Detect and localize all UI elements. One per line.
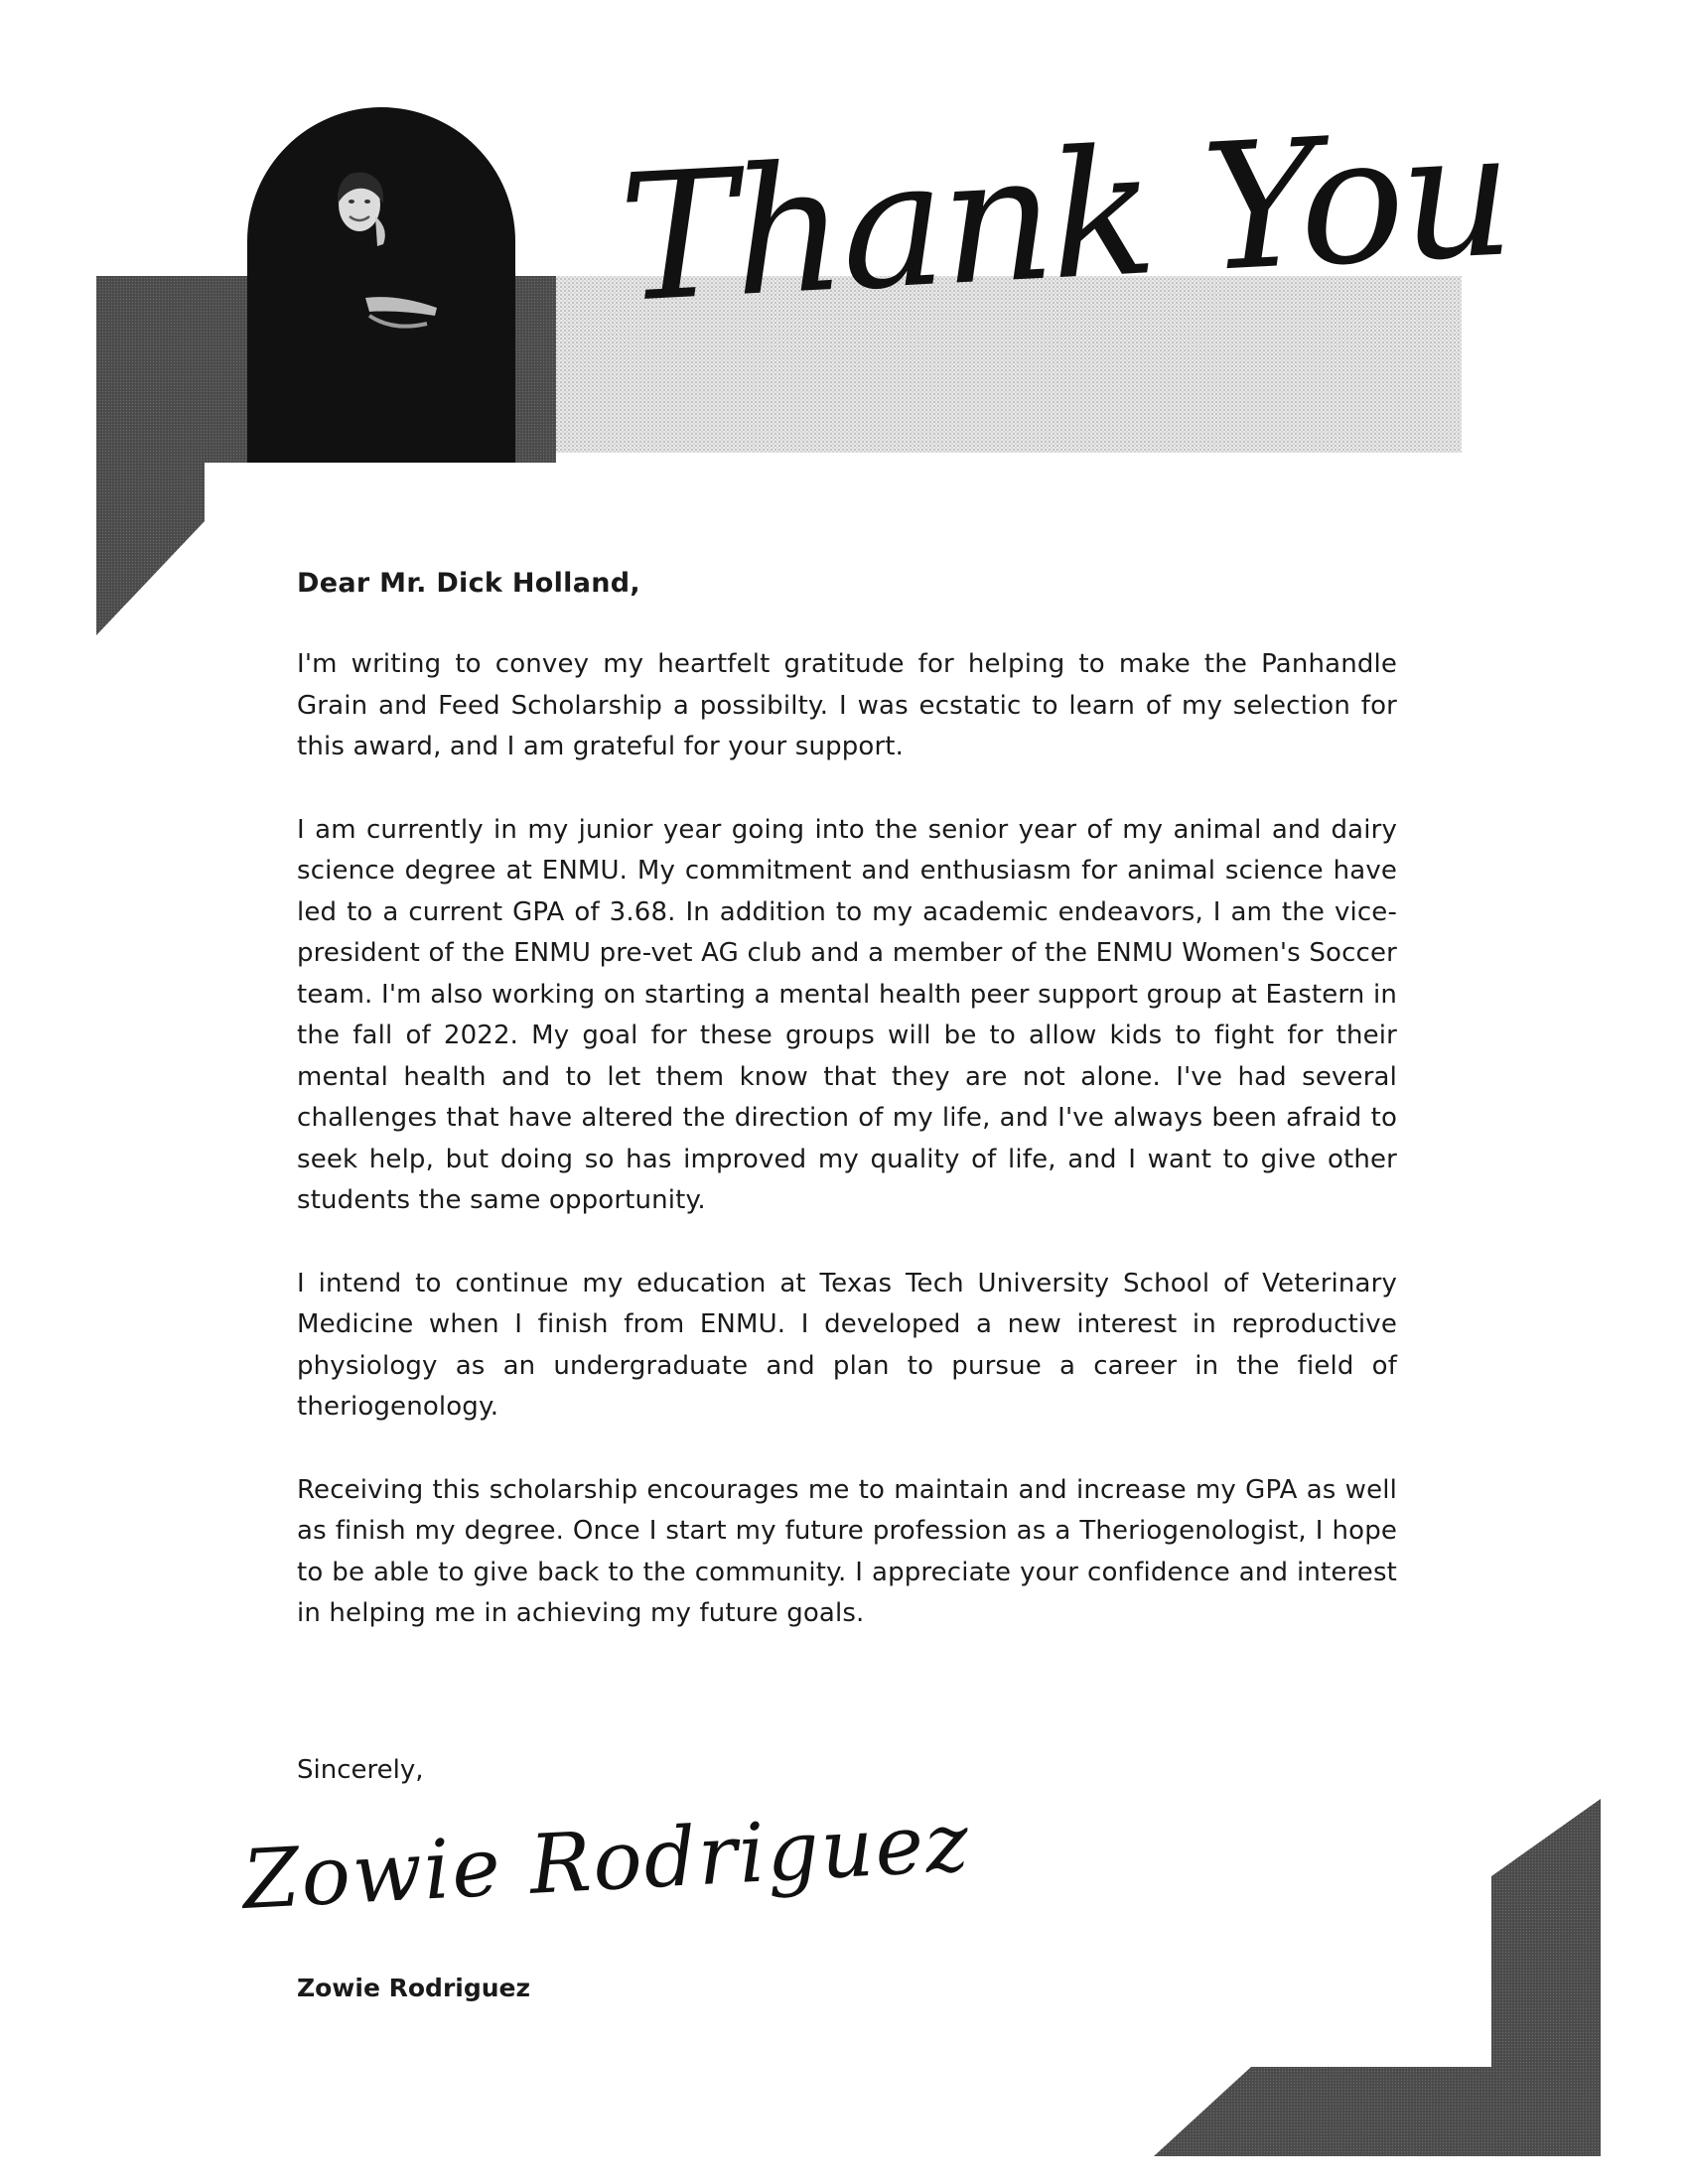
paragraph-academics: I am currently in my junior year going into the senior year of my animal and dairy science degree at ENMU. My commitment and enthusiasm for animal science have led to a current GPA of 3.68. In addition to my academic endeavors, I am the vice-president of the ENMU pre-vet AG club and a member of the ENMU Women's Soccer team. I'm also working on starting a mental health peer support group at Eastern in the fall of 2022. My goal for these groups will be to allow kids to fight for their mental health and to let them know that they are not alone. I've had several challenges that have altered the direction of my life, and I've always been afraid to seek help, but doing so has improved my quality of life, and I want to give other students the same opportunity. (297, 814, 1397, 1215)
portrait-arch (247, 107, 515, 463)
signer-name: Zowie Rodriguez (297, 1974, 531, 2002)
closing: Sincerely, (297, 1755, 424, 1785)
paragraph-gratitude: I'm writing to convey my heartfelt gratitude for helping to make the Panhandle Grain and Feed Scholarship a possibilty. I was ecstatic to learn of my selection for this award, and I am grateful for your support. (297, 649, 1397, 761)
thank-you-script-title: Thank You (615, 91, 1514, 341)
paragraph-goals: Receiving this scholarship encourages me to maintain and increase my GPA as well as finish my degree. Once I start my future profession as a Theriogenologist, I hope to be able to give back to the community. I appreciate your confidence and interest in helping me in achieving my future goals. (297, 1474, 1397, 1628)
salutation: Dear Mr. Dick Holland, (297, 568, 640, 599)
letter-body (297, 568, 1397, 1677)
paragraph-future-education: I intend to continue my education at Texas Tech University School of Veterinary Medicine when I finish from ENMU. I developed a new interest in reproductive physiology as an undergraduate and plan to pursue a career in the field of theriogenology. (297, 1268, 1397, 1422)
handwritten-signature: Zowie Rodriguez (240, 1795, 973, 1928)
bottom-right-corner-shape (1154, 1799, 1601, 2156)
